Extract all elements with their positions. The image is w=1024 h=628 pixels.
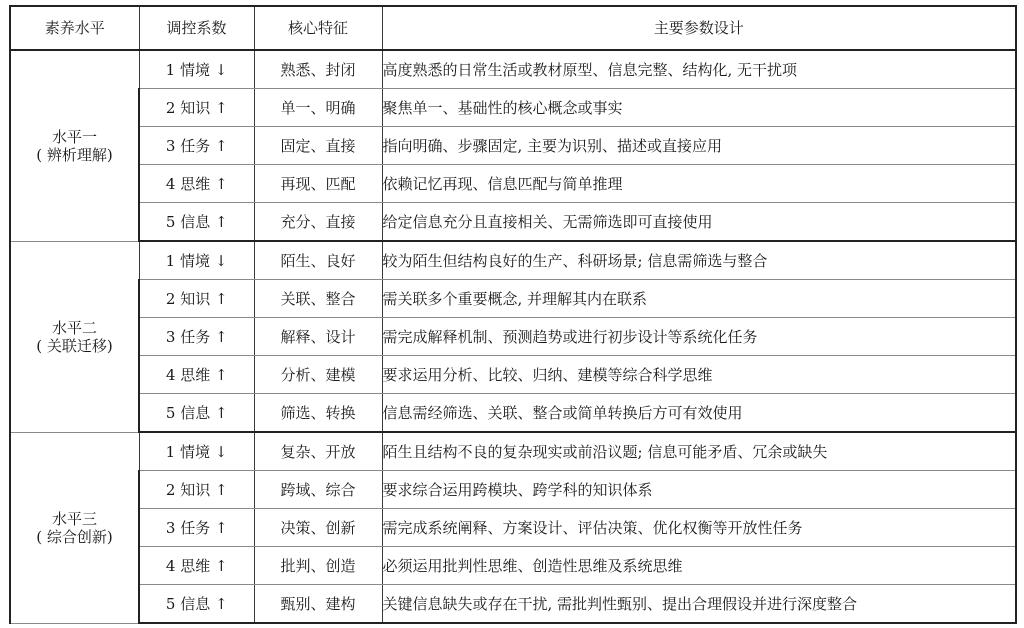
factor-cell: 5 信息 ↑ <box>139 585 254 624</box>
header-params: 主要参数设计 <box>382 6 1016 50</box>
factor-cell: 3 任务 ↑ <box>139 509 254 547</box>
feature-cell: 熟悉、封闭 <box>254 50 382 89</box>
header-level: 素养水平 <box>10 6 139 50</box>
table-row <box>10 241 1016 280</box>
factor-cell: 1 情境 ↓ <box>139 432 254 471</box>
param-cell: 信息需经筛选、关联、整合或简单转换后方可有效使用 <box>382 394 1016 433</box>
table-row <box>10 356 1016 394</box>
param-cell: 陌生且结构不良的复杂现实或前沿议题; 信息可能矛盾、冗余或缺失 <box>382 432 1016 471</box>
param-cell: 较为陌生但结构良好的生产、科研场景; 信息需筛选与整合 <box>382 241 1016 280</box>
param-cell: 必须运用批判性思维、创造性思维及系统思维 <box>382 547 1016 585</box>
param-cell: 高度熟悉的日常生活或教材原型、信息完整、结构化, 无干扰项 <box>382 50 1016 89</box>
header-factor: 调控系数 <box>139 6 254 50</box>
factor-cell: 5 信息 ↑ <box>139 394 254 433</box>
table-row <box>10 89 1016 127</box>
level-name: 水平二 <box>51 318 97 337</box>
param-cell: 关键信息缺失或存在干扰, 需批判性甄别、提出合理假设并进行深度整合 <box>382 585 1016 624</box>
factor-cell: 4 思维 ↑ <box>139 356 254 394</box>
feature-cell: 分析、建模 <box>254 356 382 394</box>
factor-cell: 1 情境 ↓ <box>139 50 254 89</box>
param-cell: 要求综合运用跨模块、跨学科的知识体系 <box>382 471 1016 509</box>
param-cell: 依赖记忆再现、信息匹配与简单推理 <box>382 165 1016 203</box>
table-row <box>10 203 1016 242</box>
feature-cell: 陌生、良好 <box>254 241 382 280</box>
feature-cell: 固定、直接 <box>254 127 382 165</box>
factor-cell: 2 知识 ↑ <box>139 280 254 318</box>
table-row <box>10 394 1016 433</box>
feature-cell: 批判、创造 <box>254 547 382 585</box>
table-row <box>10 165 1016 203</box>
level-cell-1 <box>10 50 139 241</box>
factor-cell: 5 信息 ↑ <box>139 203 254 242</box>
level-cell-3 <box>10 432 139 623</box>
feature-cell: 决策、创新 <box>254 509 382 547</box>
table-row <box>10 547 1016 585</box>
factor-cell: 3 任务 ↑ <box>139 318 254 356</box>
param-cell: 要求运用分析、比较、归纳、建模等综合科学思维 <box>382 356 1016 394</box>
feature-cell: 甄别、建构 <box>254 585 382 624</box>
param-cell: 聚焦单一、基础性的核心概念或事实 <box>382 89 1016 127</box>
table-row <box>10 50 1016 89</box>
factor-cell: 3 任务 ↑ <box>139 127 254 165</box>
level-name: 水平三 <box>51 509 97 528</box>
level-cell-2 <box>10 241 139 432</box>
feature-cell: 单一、明确 <box>254 89 382 127</box>
feature-cell: 筛选、转换 <box>254 394 382 433</box>
table-row <box>10 585 1016 624</box>
factor-cell: 1 情境 ↓ <box>139 241 254 280</box>
level-name: 水平一 <box>51 127 97 146</box>
param-cell: 需关联多个重要概念, 并理解其内在联系 <box>382 280 1016 318</box>
feature-cell: 再现、匹配 <box>254 165 382 203</box>
factor-cell: 4 思维 ↑ <box>139 165 254 203</box>
feature-cell: 解释、设计 <box>254 318 382 356</box>
feature-cell: 复杂、开放 <box>254 432 382 471</box>
table-header-row <box>10 6 1016 50</box>
factor-cell: 2 知识 ↑ <box>139 471 254 509</box>
level-subtitle: ( 辨析理解) <box>36 145 113 164</box>
table-row <box>10 318 1016 356</box>
param-cell: 给定信息充分且直接相关、无需筛选即可直接使用 <box>382 203 1016 242</box>
param-cell: 指向明确、步骤固定, 主要为识别、描述或直接应用 <box>382 127 1016 165</box>
feature-cell: 跨域、综合 <box>254 471 382 509</box>
factor-cell: 4 思维 ↑ <box>139 547 254 585</box>
param-cell: 需完成系统阐释、方案设计、评估决策、优化权衡等开放性任务 <box>382 509 1016 547</box>
factor-cell: 2 知识 ↑ <box>139 89 254 127</box>
table-row <box>10 432 1016 471</box>
header-feature: 核心特征 <box>254 6 382 50</box>
table-row <box>10 127 1016 165</box>
feature-cell: 充分、直接 <box>254 203 382 242</box>
table-row <box>10 471 1016 509</box>
level-subtitle: ( 关联迁移) <box>36 336 113 355</box>
literacy-level-table <box>9 5 1017 624</box>
table-row <box>10 280 1016 318</box>
level-subtitle: ( 综合创新) <box>36 527 113 546</box>
table-row <box>10 509 1016 547</box>
feature-cell: 关联、整合 <box>254 280 382 318</box>
param-cell: 需完成解释机制、预测趋势或进行初步设计等系统化任务 <box>382 318 1016 356</box>
